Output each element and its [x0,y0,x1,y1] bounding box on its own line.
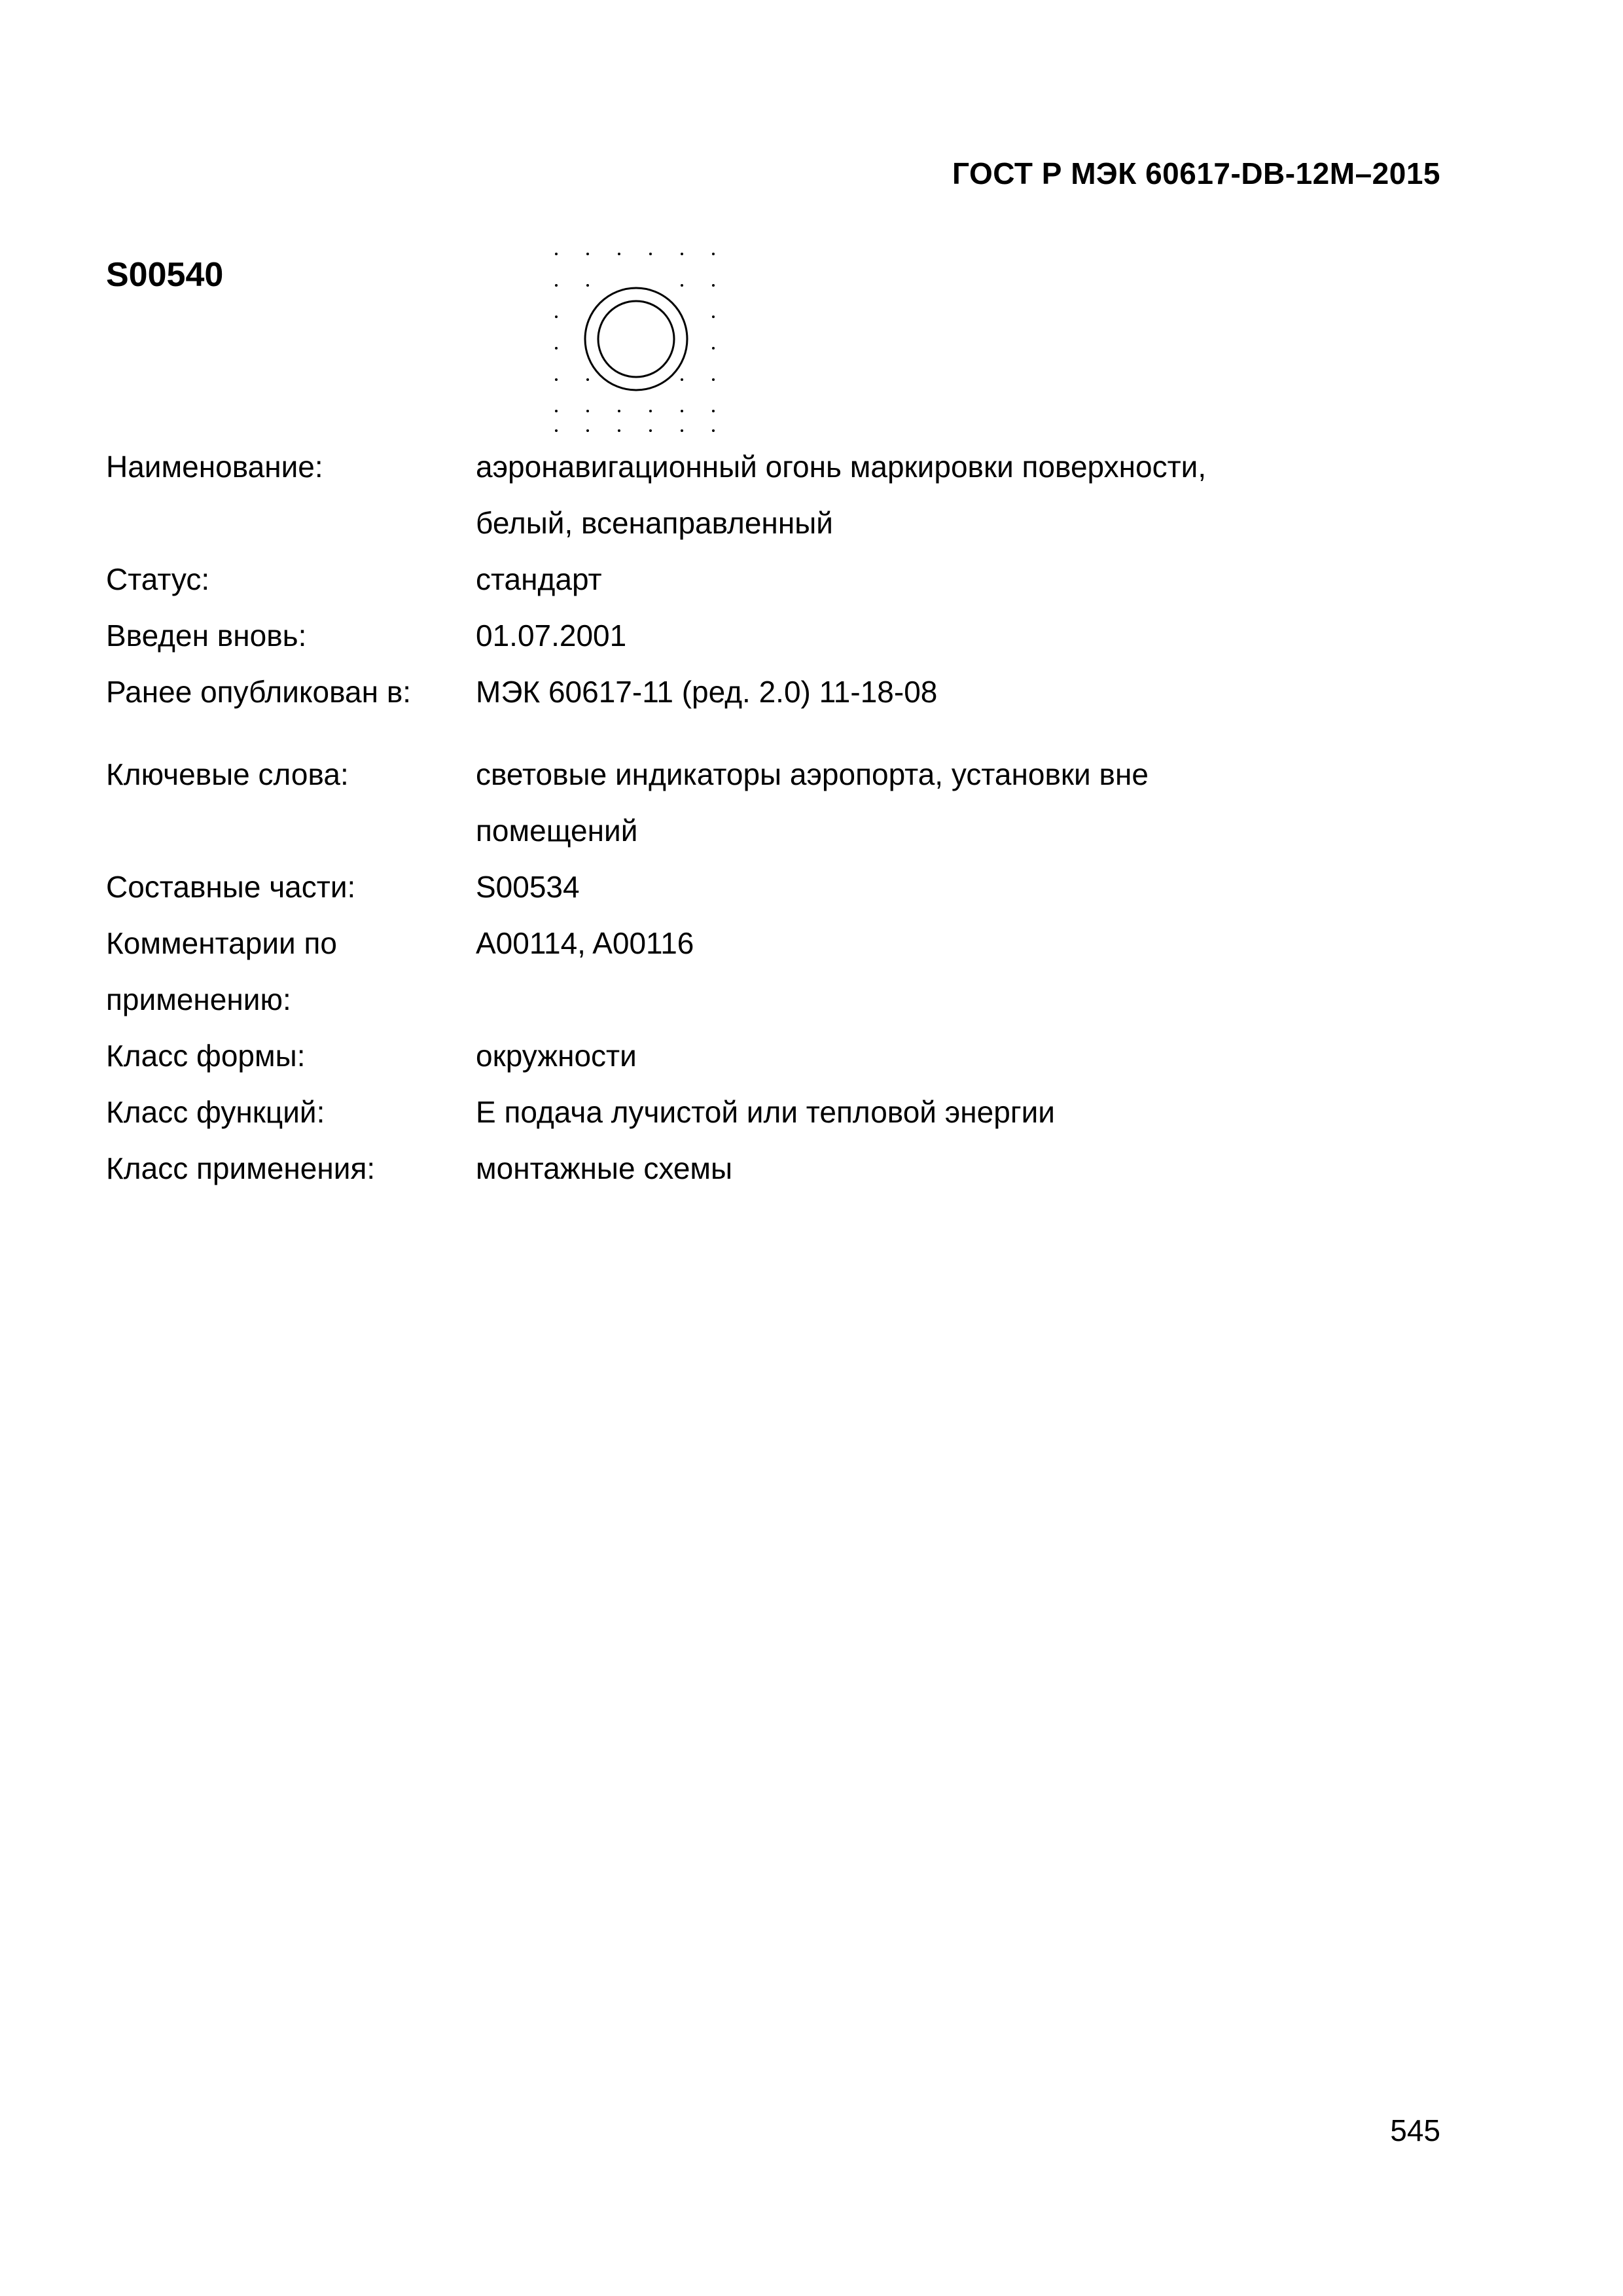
field-label: Комментарии по [106,926,337,960]
field-value: Е подача лучистой или тепловой энергии [476,1095,1055,1129]
page-number: 545 [1390,2113,1440,2147]
inner-circle [598,301,674,377]
field-label: Составные части: [106,870,356,904]
field-label: Статус: [106,562,210,596]
field-label: Наименование: [106,450,323,484]
field-value: световые индикаторы аэропорта, установки вне [476,757,1149,791]
outer-circle [585,288,687,390]
field-value: окружности [476,1039,637,1073]
field-value: белый, всенаправленный [476,506,833,540]
symbol-id: S00540 [106,256,224,294]
field-label: Класс функций: [106,1095,325,1129]
field-value: МЭК 60617-11 (ред. 2.0) 11-18-08 [476,675,938,709]
grid-dots [555,253,715,432]
field-value: аэронавигационный огонь маркировки поверхности, [476,450,1207,484]
field-value: помещений [476,814,638,848]
field-label: Ранее опубликован в: [106,675,412,709]
field-value: стандарт [476,562,602,596]
field-label: применению: [106,982,291,1016]
field-label: Ключевые слова: [106,757,349,791]
field-label: Класс формы: [106,1039,306,1073]
field-value: S00534 [476,870,580,904]
field-value: A00114, A00116 [476,926,694,960]
field-label: Класс применения: [106,1151,376,1185]
field-label: Введен вновь: [106,619,307,653]
field-value: монтажные схемы [476,1151,733,1185]
field-value: 01.07.2001 [476,619,627,653]
document-header: ГОСТ Р МЭК 60617-DB-12M–2015 [952,156,1440,190]
double-circle-symbol-icon [550,247,740,437]
